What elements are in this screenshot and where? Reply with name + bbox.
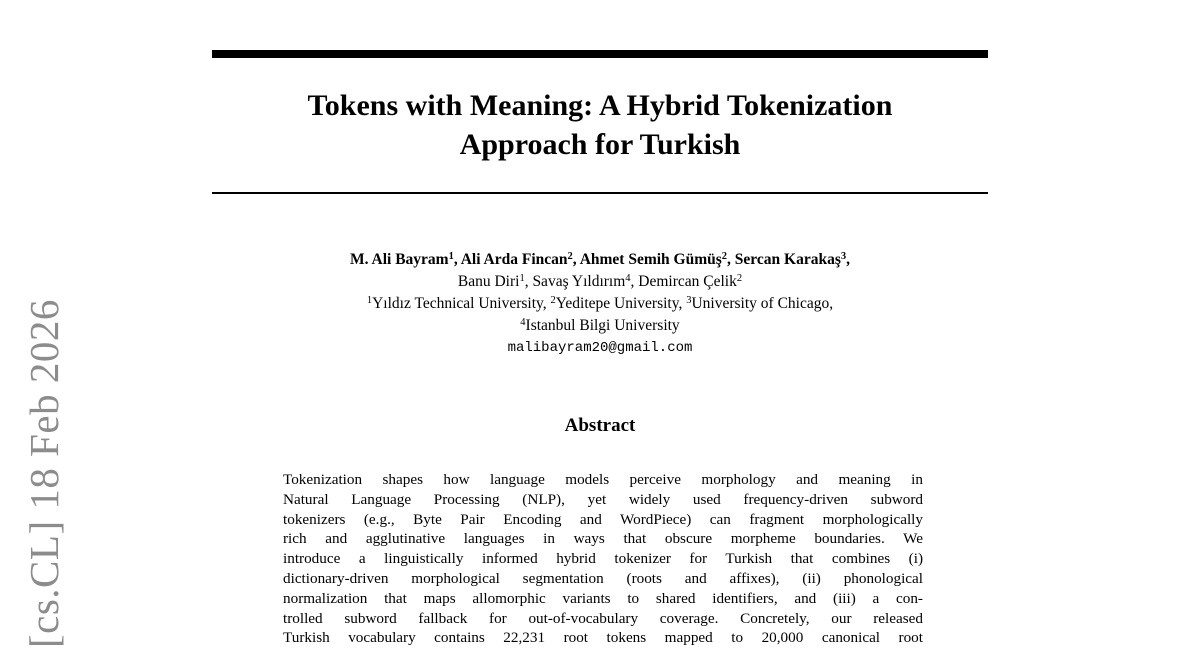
affiliation-marker: 1 [448, 251, 454, 262]
abstract-line: dictionary-driven morphological segmentation (roots and affixes), (ii) phonological [283, 569, 923, 587]
author-name: M. Ali Bayram [349, 251, 449, 268]
arxiv-identifier-stamp: [cs.CL] 18 Feb 2026 [21, 299, 67, 648]
affiliation-marker: 1 [519, 273, 525, 284]
abstract-line: trolled subword fallback for out-of-vocabulary coverage. Concretely, our released [283, 609, 923, 627]
affiliation-marker: 3 [840, 251, 847, 262]
affiliation-marker: 2 [567, 251, 573, 262]
title-bottom-rule [212, 192, 988, 194]
affiliation-separator: , [678, 295, 687, 312]
abstract-heading: Abstract [564, 415, 636, 436]
author-separator: , [630, 273, 639, 290]
affiliation-name: Yıldız Technical University [372, 295, 543, 312]
author-separator: , [453, 251, 461, 268]
author-name: Ali Arda Fincan [460, 251, 568, 268]
author-separator: , [524, 273, 533, 290]
contact-email[interactable]: malibayram20@gmail.com [507, 340, 693, 356]
affiliation-separator: , [829, 295, 834, 312]
affiliation-marker: 3 [686, 295, 692, 306]
paper-title [212, 86, 988, 164]
author-separator: , [727, 251, 735, 268]
paper-title-line: Tokens with Meaning: A Hybrid Tokenization [307, 89, 893, 122]
title-top-rule [212, 50, 988, 58]
affiliation-marker: 4 [625, 273, 631, 284]
author-separator: , [846, 251, 850, 268]
author-name: Savaş Yıldırım [532, 273, 626, 290]
abstract-line: introduce a linguistically informed hybrid tokenizer for Turkish that combines (i) [283, 550, 923, 568]
affiliation-name: University of Chicago [691, 295, 830, 312]
abstract-line: normalization that maps allomorphic variants to shared identifiers, and (iii) a con- [283, 589, 923, 607]
author-line [212, 271, 988, 293]
affiliation-name: Istanbul Bilgi University [525, 317, 680, 334]
author-name: Ahmet Semih Gümüş [579, 251, 722, 268]
affiliation-line [212, 293, 988, 315]
author-block [212, 249, 988, 359]
abstract-line: rich and agglutinative languages in ways that obscure morpheme boundaries. We [283, 530, 923, 548]
author-name: Banu Diri [457, 273, 520, 290]
abstract-line: Tokenization shapes how language models perceive morphology and meaning in [283, 471, 923, 488]
affiliation-marker: 2 [721, 251, 728, 262]
affiliation-marker: 2 [736, 273, 743, 284]
author-line [212, 249, 988, 271]
affiliation-name: Yeditepe University [555, 295, 679, 312]
abstract-body [283, 470, 923, 648]
affiliation-marker: 1 [366, 295, 373, 306]
paper-title-line: Approach for Turkish [459, 128, 741, 161]
affiliation-line [212, 315, 988, 337]
affiliation-marker: 2 [550, 295, 556, 306]
abstract-line: Natural Language Processing (NLP), yet widely used frequency-driven subword [283, 490, 923, 508]
author-separator: , [572, 251, 580, 268]
affiliation-separator: , [542, 295, 551, 312]
author-name: Demircan Çelik [638, 273, 737, 290]
abstract-line: tokenizers (e.g., Byte Pair Encoding and WordPiece) can fragment morphologically [283, 510, 923, 528]
affiliation-marker: 4 [520, 317, 526, 328]
author-name: Sercan Karakaş [734, 251, 841, 268]
abstract-line: Turkish vocabulary contains 22,231 root tokens mapped to 20,000 canonical root [283, 629, 923, 647]
